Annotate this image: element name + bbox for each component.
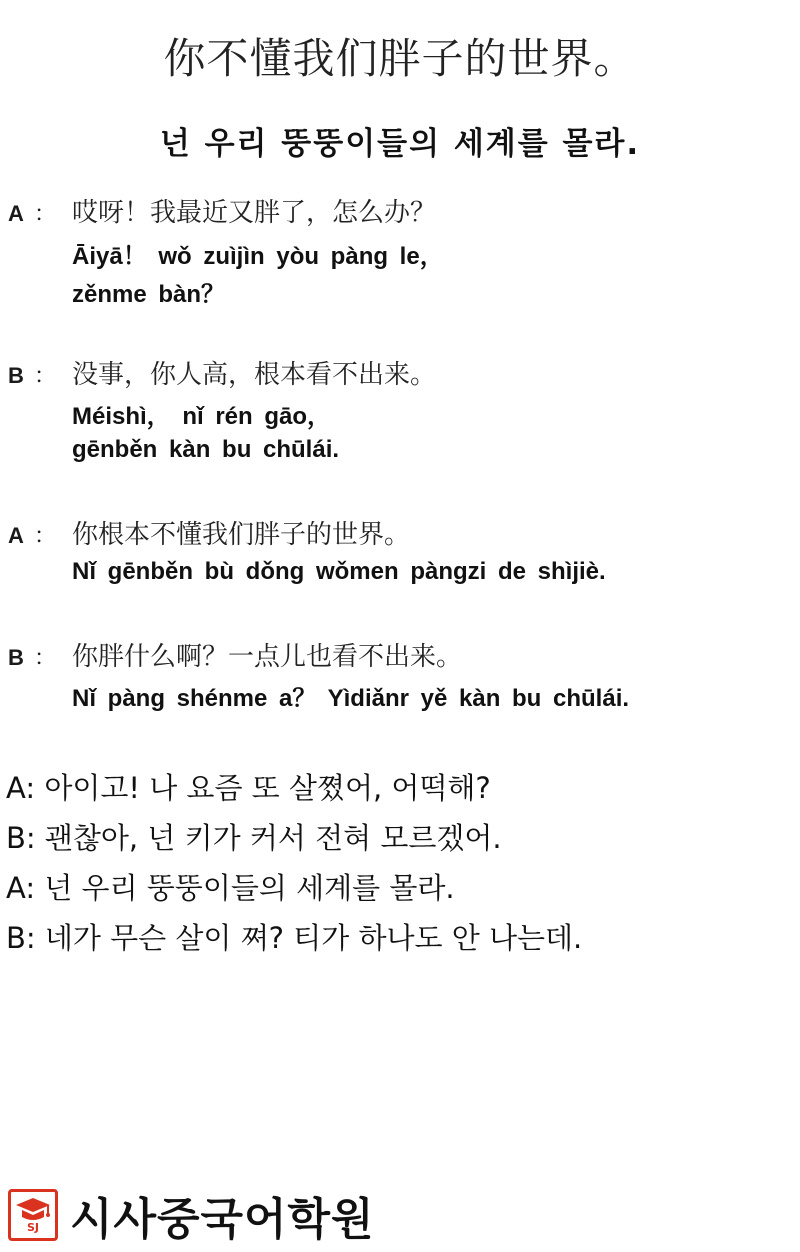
dialogue-line: [8, 514, 410, 551]
colon: ：: [34, 363, 57, 388]
brand-logo: [8, 1183, 375, 1247]
chinese-sentence: 你胖什么啊？一点儿也看不出来。: [72, 642, 463, 672]
chinese-sentence: 没事，你人高，根本看不出来。: [72, 360, 437, 390]
graduation-cap-icon: [8, 1189, 58, 1241]
dialogue-line: [8, 192, 436, 229]
title-korean: 넌 우리 뚱뚱이들의 세계를 몰라.: [159, 126, 641, 162]
colon: ：: [34, 645, 57, 670]
brand-name: 시사중국어학원: [70, 1194, 375, 1245]
pinyin-line: zěnme bàn？: [72, 281, 226, 308]
pinyin-line: Méishì， nǐ rén gāo，: [72, 403, 332, 430]
pinyin-line: Nǐ pàng shénme a？ Yìdiǎnr yě kàn bu chūlái.: [72, 685, 630, 712]
pinyin-line: Nǐ gēnběn bù dǒng wǒmen pàngzi de shìjiè.: [72, 558, 606, 585]
speaker-label: B: [8, 363, 24, 388]
translation-line: B: 괜찮아, 넌 키가 커서 전혀 모르겠어.: [6, 821, 502, 855]
chinese-sentence: 你根本不懂我们胖子的世界。: [72, 520, 411, 550]
colon: ：: [34, 201, 57, 226]
chinese-sentence: 哎呀！我最近又胖了，怎么办？: [72, 198, 437, 228]
translation-line: A: 넌 우리 뚱뚱이들의 세계를 몰라.: [6, 871, 455, 905]
logo-mark-text: SJ: [26, 1221, 40, 1234]
pinyin-line: gēnběn kàn bu chūlái.: [72, 436, 340, 463]
speaker-label: A: [8, 523, 24, 548]
translation-line: A: 아이고! 나 요즘 또 살쪘어, 어떡해?: [6, 771, 491, 805]
colon: ：: [34, 523, 57, 548]
speaker-label: A: [8, 201, 24, 226]
title-chinese: 你不懂我们胖子的世界。: [163, 34, 637, 83]
pinyin-line: Āiyā！ wǒ zuìjìn yòu pàng le，: [72, 243, 444, 270]
dialogue-line: [8, 354, 436, 391]
dialogue-line: [8, 636, 462, 673]
translation-line: B: 네가 무슨 살이 쪄? 티가 하나도 안 나는데.: [6, 921, 583, 955]
speaker-label: B: [8, 645, 24, 670]
